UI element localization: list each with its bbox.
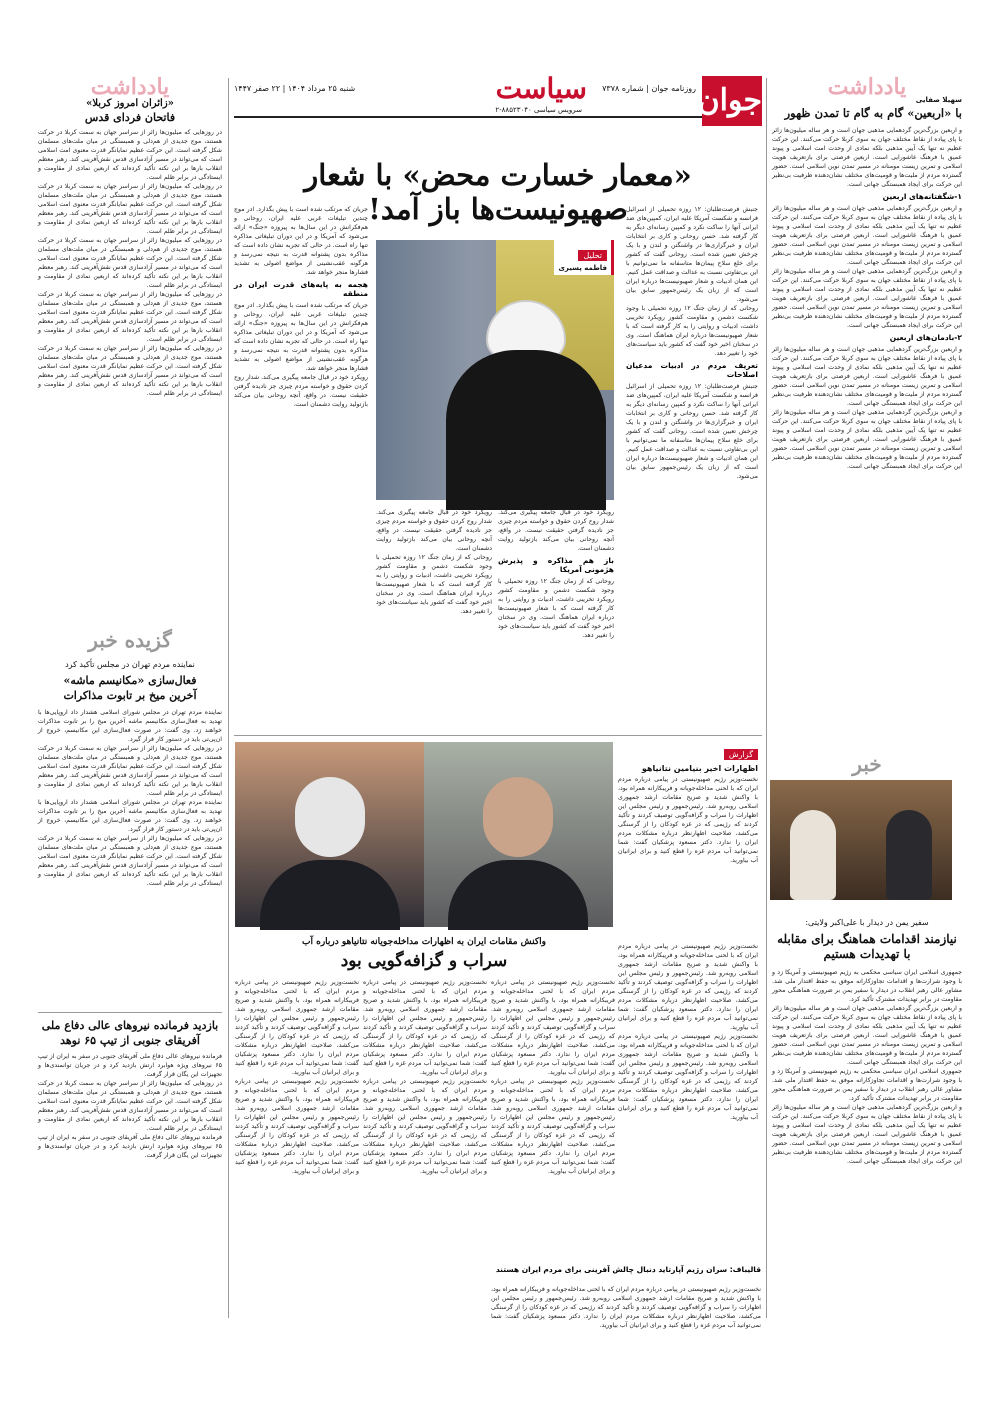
rouhani-photo	[376, 240, 614, 500]
main-article-col-mid-b: رویکرد خود در قبال جامعه پیگیری می‌کند. شدار روح کردن حقوق و خواسته مردم چیزی جز نادیده گرفتن حقیقت نیست. در واقع، آنچه روحانی بیان می‌کند بازتولید روایت دشمنان است. باز هم مذاکره و پذیرش هژمونی آمریکا روحانی که از زمان جنگ ۱۲ روزه تحمیلی با وجود شکست دشمن و مقاومت کشور رویکرد تخریبی داشت، ادبیات و روایتی را به کار گرفته است که با شعار صهیونیست‌ها درباره ایران هماهنگ است. وی در سخنان اخیر خود گفت که کشور باید سیاست‌های خود را تغییر دهد.	[498, 509, 614, 639]
main-article-col-mid-a: رویکرد خود در قبال جامعه پیگیری می‌کند. شدار روح کردن حقوق و خواسته مردم چیزی جز نادیده گرفتن حقیقت نیست. در واقع، آنچه روحانی بیان می‌کند بازتولید روایت دشمنان است. روحانی که از زمان جنگ ۱۲ روزه تحمیلی با وجود شکست دشمن و مقاومت کشور رویکرد تخریبی داشت، ادبیات و روایتی را به کار گرفته است که با شعار صهیونیست‌ها درباره ایران هماهنگ است. وی در سخنان اخیر خود گفت که کشور باید سیاست‌های خود را تغییر دهد.	[376, 509, 492, 615]
main-article-col-left: جریان که مرتکب شده است با پیش بگذارد. ادر موج چندین تبلیغات غربی علیه ایران، روحانی و هم‌فکرانش در این سال‌ها به پیروزه «جنگ» ارائه می‌شود که آمریکا و در این دوران تبلیغاتی مذاکره تنها راه است. در حالی که تجربه نشان داده است که مذاکره بدون پشتوانه قدرت به نتیجه نمی‌رسد و هرگونه عقب‌نشینی از مواضع اصولی به تشدید فشارها منجر خواهد شد. هجمه به پایه‌های قدرت ایران در منطقه جریان که مرتکب شده است با پیش بگذارد. ادر موج چندین تبلیغات غربی علیه ایران، روحانی و هم‌فکرانش در این سال‌ها به پیروزه «جنگ» ارائه می‌شود که آمریکا و در این دوران تبلیغاتی مذاکره تنها راه است. در حالی که تجربه نشان داده است که مذاکره بدون پشتوانه قدرت به نتیجه نمی‌رسد و هرگونه عقب‌نشینی از مواضع اصولی به تشدید فشارها منجر خواهد شد. رویکرد خود در قبال جامعه پیگیری می‌کند. شدار روح کردن حقوق و خواسته مردم چیزی جز نادیده گرفتن حقیقت نیست. در واقع، آنچه روحانی بیان می‌کند بازتولید روایت دشمنان است.	[234, 206, 368, 408]
issue-date: شنبه ۲۵ مرداد ۱۴۰۴ | ۲۲ صفر ۱۴۴۷	[234, 84, 356, 93]
report-header	[618, 742, 758, 773]
right-column-rule	[766, 78, 767, 1318]
masthead	[234, 72, 762, 118]
khabar-body: جمهوری اسلامی ایران سیاسی محکمی به رژیم صهیونیستی و آمریکا زد و با وجود شرارت‌ها و اقدامات تجاوزکارانه موفق به حفظ اقتدار ملی شد. مشاور عالی رهبر انقلاب در دیدار با سفیر یمن بر ضرورت هماهنگی محور مقاومت در برابر تهدیدات مشترک تأکید کرد. و اربعین بزرگ‌ترین گردهمایی مذهبی جهان است و هر ساله میلیون‌ها زائر با پای پیاده از نقاط مختلف جهان به سوی کربلا حرکت می‌کنند. این حرکت عظیم نه تنها یک آیین مذهبی بلکه نمادی از وحدت امت اسلامی و پیوند عمیق با فرهنگ عاشورایی است. اربعین فرصتی برای بازتعریف هویت اسلامی و تمرین زیست مومنانه در مسیر تمدن نوین اسلامی است. حضور گسترده مردم از ملیت‌ها و قومیت‌های مختلف نشان‌دهنده ظرفیت بی‌نظیر این حرکت برای ایجاد همبستگی جهانی است. جمهوری اسلامی ایران سیاسی محکمی به رژیم صهیونیستی و آمریکا زد و با وجود شرارت‌ها و اقدامات تجاوزکارانه موفق به حفظ اقتدار ملی شد. مشاور عالی رهبر انقلاب در دیدار با سفیر یمن بر ضرورت هماهنگی محور مقاومت در برابر تهدیدات مشترک تأکید کرد. و اربعین بزرگ‌ترین گردهمایی مذهبی جهان است و هر ساله میلیون‌ها زائر با پای پیاده از نقاط مختلف جهان به سوی کربلا حرکت می‌کنند. این حرکت عظیم نه تنها یک آیین مذهبی بلکه نمادی از وحدت امت اسلامی و پیوند عمیق با فرهنگ عاشورایی است. اربعین فرصتی برای بازتعریف هویت اسلامی و تمرین زیست مومنانه در مسیر تمدن نوین اسلامی است. حضور گسترده مردم از ملیت‌ها و قومیت‌های مختلف نشان‌دهنده ظرفیت بی‌نظیر این حرکت برای ایجاد همبستگی جهانی است.	[772, 969, 962, 1165]
right-notes-banner: یادداشت	[827, 74, 907, 100]
report-tag: گزارش	[724, 749, 758, 760]
officials-photo	[235, 742, 613, 927]
article-divider	[234, 735, 762, 736]
khabar-kicker: سفیر یمن در دیدار با علی‌اکبر ولایتی:	[805, 918, 929, 927]
gozideh-2-title[interactable]: بازدید فرمانده نیروهای عالی دفاع ملی آفریقای جنوبی از تیپ ۶۵ نوهد	[41, 1019, 219, 1047]
page-headline[interactable]: «معمار خسارت محض» با شعار صهیونیست‌ها باز آمد!	[304, 158, 692, 226]
left-note-title[interactable]: فاتحان فردای قدس	[84, 111, 176, 124]
gozideh-banner: گزیده خبر	[88, 628, 172, 652]
report-col-1: نخست‌وزیر رژیم صهیونیستی در پیامی درباره مردم ایران که با لحنی مداخله‌جویانه و فریبکارانه همراه بود، با واکنش شدید و صریح مقامات ارشد جمهوری اسلامی روبه‌رو شد. رئیس‌جمهور و رئیس مجلس این اظهارات را سراب و گزافه‌گویی توصیف کردند و تأکید کردند که رژیمی که در غزه کودکان را از گرسنگی می‌کشد، صلاحیت اظهارنظر درباره مشکلات مردم ایران را ندارد. دکتر مسعود پزشکیان گفت: شما نمی‌توانید آب مردم غزه را قطع کنید و برای ایرانیان آب بیاورید. نخست‌وزیر رژیم صهیونیستی در پیامی درباره مردم ایران که با لحنی مداخله‌جویانه و فریبکارانه همراه بود، با واکنش شدید و صریح مقامات ارشد جمهوری اسلامی روبه‌رو شد. رئیس‌جمهور و رئیس مجلس این اظهارات را سراب و گزافه‌گویی توصیف کردند و تأکید کردند که رژیمی که در غزه کودکان را از گرسنگی می‌کشد، صلاحیت اظهارنظر درباره مشکلات مردم ایران را ندارد. دکتر مسعود پزشکیان گفت: شما نمی‌توانید آب مردم غزه را قطع کنید و برای ایرانیان آب بیاورید.	[235, 979, 359, 1175]
gozideh-divider	[38, 1012, 222, 1013]
right-note-body: و اربعین بزرگ‌ترین گردهمایی مذهبی جهان است و هر ساله میلیون‌ها زائر با پای پیاده از نقاط مختلف جهان به سوی کربلا حرکت می‌کنند. این حرکت عظیم نه تنها یک آیین مذهبی بلکه نمادی از وحدت امت اسلامی و پیوند عمیق با فرهنگ عاشورایی است. اربعین فرصتی برای بازتعریف هویت اسلامی و تمرین زیست مومنانه در مسیر تمدن نوین اسلامی است. حضور گسترده مردم از ملیت‌ها و قومیت‌های مختلف نشان‌دهنده ظرفیت بی‌نظیر این حرکت برای ایجاد همبستگی جهانی است. ۱-شگفتانه‌های اربعین و اربعین بزرگ‌ترین گردهمایی مذهبی جهان است و هر ساله میلیون‌ها زائر با پای پیاده از نقاط مختلف جهان به سوی کربلا حرکت می‌کنند. این حرکت عظیم نه تنها یک آیین مذهبی بلکه نمادی از وحدت امت اسلامی و پیوند عمیق با فرهنگ عاشورایی است. اربعین فرصتی برای بازتعریف هویت اسلامی و تمرین زیست مومنانه در مسیر تمدن نوین اسلامی است. حضور گسترده مردم از ملیت‌ها و قومیت‌های مختلف نشان‌دهنده ظرفیت بی‌نظیر این حرکت برای ایجاد همبستگی جهانی است. و اربعین بزرگ‌ترین گردهمایی مذهبی جهان است و هر ساله میلیون‌ها زائر با پای پیاده از نقاط مختلف جهان به سوی کربلا حرکت می‌کنند. این حرکت عظیم نه تنها یک آیین مذهبی بلکه نمادی از وحدت امت اسلامی و پیوند عمیق با فرهنگ عاشورایی است. اربعین فرصتی برای بازتعریف هویت اسلامی و تمرین زیست مومنانه در مسیر تمدن نوین اسلامی است. حضور گسترده مردم از ملیت‌ها و قومیت‌های مختلف نشان‌دهنده ظرفیت بی‌نظیر این حرکت برای ایجاد همبستگی جهانی است. ۲-بادمان‌های اربعین و اربعین بزرگ‌ترین گردهمایی مذهبی جهان است و هر ساله میلیون‌ها زائر با پای پیاده از نقاط مختلف جهان به سوی کربلا حرکت می‌کنند. این حرکت عظیم نه تنها یک آیین مذهبی بلکه نمادی از وحدت امت اسلامی و پیوند عمیق با فرهنگ عاشورایی است. اربعین فرصتی برای بازتعریف هویت اسلامی و تمرین زیست مومنانه در مسیر تمدن نوین اسلامی است. حضور گسترده مردم از ملیت‌ها و قومیت‌های مختلف نشان‌دهنده ظرفیت بی‌نظیر این حرکت برای ایجاد همبستگی جهانی است. و اربعین بزرگ‌ترین گردهمایی مذهبی جهان است و هر ساله میلیون‌ها زائر با پای پیاده از نقاط مختلف جهان به سوی کربلا حرکت می‌کنند. این حرکت عظیم نه تنها یک آیین مذهبی بلکه نمادی از وحدت امت اسلامی و پیوند عمیق با فرهنگ عاشورایی است. اربعین فرصتی برای بازتعریف هویت اسلامی و تمرین زیست مومنانه در مسیر تمدن نوین اسلامی است. حضور گسترده مردم از ملیت‌ها و قومیت‌های مختلف نشان‌دهنده ظرفیت بی‌نظیر این حرکت برای ایجاد همبستگی جهانی است.	[772, 127, 962, 470]
meeting-photo	[770, 780, 952, 900]
report-subhead: قالیباف: سران رژیم آپارتاید دنبال چالش آفرینی برای مردم ایران هستند	[495, 1265, 761, 1274]
main-article-col-right: جنبش فرصت‌طلبان: ۱۲ روزه تحمیلی از اسرائیل فرانسه و شکست آمریکا علیه ایران، کمپین‌های ضد ایرانی آنها را ساکت نکرد و کمپین رسانه‌ای دیگر به کار گرفته شد. حسن روحانی و کاری بر انتخابات ایران و خبرگزاری‌ها در واشنگتن و لندن و با یک چرخش تعیین شده است. روحانی گفت که کشور برای خلع سلاح پیمان‌ها متاسفانه ما نمی‌توانیم با این بی‌تفاوتی نسبت به عدالت و صداقت عمل کنیم. این همان ادبیات و شعار صهیونیست‌ها درباره ایران است که از زبان یک رئیس‌جمهور سابق بیان می‌شود. روحانی که از زمان جنگ ۱۲ روزه تحمیلی با وجود شکست دشمن و مقاومت کشور رویکرد تخریبی داشت، ادبیات و روایتی را به کار گرفته است که با شعار صهیونیست‌ها درباره ایران هماهنگ است. وی در سخنان اخیر خود گفت که کشور باید سیاست‌های خود را تغییر دهد. تعریف مردم در ادبیات مدعیان اصلاحات جنبش فرصت‌طلبان: ۱۲ روزه تحمیلی از اسرائیل فرانسه و شکست آمریکا علیه ایران، کمپین‌های ضد ایرانی آنها را ساکت نکرد و کمپین رسانه‌ای دیگر به کار گرفته شد. حسن روحانی و کاری بر انتخابات ایران و خبرگزاری‌ها در واشنگتن و لندن و با یک چرخش تعیین شده است. روحانی گفت که کشور برای خلع سلاح پیمان‌ها متاسفانه ما نمی‌توانیم با این بی‌تفاوتی نسبت به عدالت و صداقت عمل کنیم. این همان ادبیات و شعار صهیونیست‌ها درباره ایران است که از زبان یک رئیس‌جمهور سابق بیان می‌شود.	[626, 206, 758, 480]
report-title[interactable]: سراب و گزافه‌گویی بود	[340, 951, 508, 971]
analysis-tag-box	[554, 240, 614, 275]
report-col-3: نخست‌وزیر رژیم صهیونیستی در پیامی درباره مردم ایران که با لحنی مداخله‌جویانه و فریبکارانه همراه بود، با واکنش شدید و صریح مقامات ارشد جمهوری اسلامی روبه‌رو شد. رئیس‌جمهور و رئیس مجلس این اظهارات را سراب و گزافه‌گویی توصیف کردند و تأکید کردند که رژیمی که در غزه کودکان را از گرسنگی می‌کشد، صلاحیت اظهارنظر درباره مشکلات مردم ایران را ندارد. دکتر مسعود پزشکیان گفت: شما نمی‌توانید آب مردم غزه را قطع کنید و برای ایرانیان آب بیاورید. نخست‌وزیر رژیم صهیونیستی در پیامی درباره مردم ایران که با لحنی مداخله‌جویانه و فریبکارانه همراه بود، با واکنش شدید و صریح مقامات ارشد جمهوری اسلامی روبه‌رو شد. رئیس‌جمهور و رئیس مجلس این اظهارات را سراب و گزافه‌گویی توصیف کردند و تأکید کردند که رژیمی که در غزه کودکان را از گرسنگی می‌کشد، صلاحیت اظهارنظر درباره مشکلات مردم ایران را ندارد. دکتر مسعود پزشکیان گفت: شما نمی‌توانید آب مردم غزه را قطع کنید و برای ایرانیان آب بیاورید.	[491, 979, 615, 1175]
service-line: سرویس سیاسی ۸۸۵۲۳۰۴۰-۲	[495, 106, 582, 114]
report-col-2: نخست‌وزیر رژیم صهیونیستی در پیامی درباره مردم ایران که با لحنی مداخله‌جویانه و فریبکارانه همراه بود، با واکنش شدید و صریح مقامات ارشد جمهوری اسلامی روبه‌رو شد. رئیس‌جمهور و رئیس مجلس این اظهارات را سراب و گزافه‌گویی توصیف کردند و تأکید کردند که رژیمی که در غزه کودکان را از گرسنگی می‌کشد، صلاحیت اظهارنظر درباره مشکلات مردم ایران را ندارد. دکتر مسعود پزشکیان گفت: شما نمی‌توانید آب مردم غزه را قطع کنید و برای ایرانیان آب بیاورید. نخست‌وزیر رژیم صهیونیستی در پیامی درباره مردم ایران که با لحنی مداخله‌جویانه و فریبکارانه همراه بود، با واکنش شدید و صریح مقامات ارشد جمهوری اسلامی روبه‌رو شد. رئیس‌جمهور و رئیس مجلس این اظهارات را سراب و گزافه‌گویی توصیف کردند و تأکید کردند که رژیمی که در غزه کودکان را از گرسنگی می‌کشد، صلاحیت اظهارنظر درباره مشکلات مردم ایران را ندارد. دکتر مسعود پزشکیان گفت: شما نمی‌توانید آب مردم غزه را قطع کنید و برای ایرانیان آب بیاورید.	[363, 979, 487, 1175]
left-column-rule	[228, 78, 229, 1318]
report-tail: نخست‌وزیر رژیم صهیونیستی در پیامی درباره مردم ایران که با لحنی مداخله‌جویانه و فریبکارانه همراه بود، با واکنش شدید و صریح مقامات ارشد جمهوری اسلامی روبه‌رو شد. رئیس‌جمهور و رئیس مجلس این اظهارات را سراب و گزافه‌گویی توصیف کردند و تأکید کردند که رژیمی که در غزه کودکان را از گرسنگی می‌کشد، صلاحیت اظهارنظر درباره مشکلات مردم ایران را ندارد. دکتر مسعود پزشکیان گفت: شما نمی‌توانید آب مردم غزه را قطع کنید و برای ایرانیان آب بیاورید.	[491, 1286, 761, 1329]
gozideh-1-kicker: نماینده مردم تهران در مجلس تأکید کرد	[65, 660, 195, 669]
report-kicker: اظهارات اخیر بنیامین نتانیاهو	[641, 764, 758, 773]
subhead-negotiation: باز هم مذاکره و پذیرش هژمونی آمریکا	[498, 556, 614, 574]
khabar-title[interactable]: نیازمند اقدامات هماهنگ برای مقابله با تهدیدات هستیم	[777, 932, 957, 961]
author-name: فاطمه‌ پسیری	[558, 264, 607, 272]
report-title-kicker: واکنش مقامات ایران به اظهارات مداخله‌جویانه نتانیاهو درباره آب	[302, 937, 546, 947]
right-note-author: سهیلا صفایی	[915, 96, 962, 104]
gozideh-1-title-b[interactable]: آخرین میخ بر تابوت مذاکرات	[63, 689, 197, 702]
khabar-banner: خبر	[852, 752, 882, 776]
section-title: سیاست	[495, 72, 587, 105]
subhead-people: تعریف مردم در ادبیات مدعیان اصلاحات	[626, 361, 758, 379]
subhead-region: هجمه به پایه‌های قدرت ایران در منطقه	[234, 280, 368, 298]
right-note-title[interactable]: با «اربعین» گام به گام تا تمدن ظهور	[784, 106, 962, 120]
report-intro: نخست‌وزیر رژیم صهیونیستی در پیامی درباره مردم ایران که با لحنی مداخله‌جویانه و فریبکارانه همراه بود، با واکنش شدید و صریح مقامات ارشد جمهوری اسلامی روبه‌رو شد. رئیس‌جمهور و رئیس مجلس این اظهارات را سراب و گزافه‌گویی توصیف کردند و تأکید کردند که رژیمی که در غزه کودکان را از گرسنگی می‌کشد، صلاحیت اظهارنظر درباره مشکلات مردم ایران را ندارد. دکتر مسعود پزشکیان گفت: شما نمی‌توانید آب مردم غزه را قطع کنید و برای ایرانیان آب بیاورید.	[618, 776, 758, 864]
left-notes-banner: یادداشت	[90, 74, 170, 100]
gozideh-1-body: نماینده مردم تهران در مجلس شورای اسلامی هشدار داد اروپایی‌ها با تهدید به فعال‌سازی مکانیسم ماشه آخرین میخ را بر تابوت مذاکرات خواهند زد. وی گفت: در صورت فعال‌سازی این مکانیسم، خروج از ان‌پی‌تی باید در دستور کار قرار گیرد. در روزهایی که میلیون‌ها زائر از سراسر جهان به سمت کربلا در حرکت هستند، موج جدیدی از هم‌دلی و همبستگی در میان ملت‌های مسلمان شکل گرفته است. این حرکت عظیم نمایانگر قدرت معنوی امت اسلامی است که می‌تواند در مسیر آزادسازی قدس نقش‌آفرینی کند. رهبر معظم انقلاب بارها بر این نکته تأکید کرده‌اند که اربعین نمادی از مقاومت و ایستادگی در برابر ظلم است. نماینده مردم تهران در مجلس شورای اسلامی هشدار داد اروپایی‌ها با تهدید به فعال‌سازی مکانیسم ماشه آخرین میخ را بر تابوت مذاکرات خواهند زد. وی گفت: در صورت فعال‌سازی این مکانیسم، خروج از ان‌پی‌تی باید در دستور کار قرار گیرد. در روزهایی که میلیون‌ها زائر از سراسر جهان به سمت کربلا در حرکت هستند، موج جدیدی از هم‌دلی و همبستگی در میان ملت‌های مسلمان شکل گرفته است. این حرکت عظیم نمایانگر قدرت معنوی امت اسلامی است که می‌تواند در مسیر آزادسازی قدس نقش‌آفرینی کند. رهبر معظم انقلاب بارها بر این نکته تأکید کرده‌اند که اربعین نمادی از مقاومت و ایستادگی در برابر ظلم است.	[38, 709, 222, 887]
left-note-kicker: «زائران امروز کربلا»	[86, 98, 174, 109]
left-note-body: در روزهایی که میلیون‌ها زائر از سراسر جهان به سمت کربلا در حرکت هستند، موج جدیدی از هم‌دلی و همبستگی در میان ملت‌های مسلمان شکل گرفته است. این حرکت عظیم نمایانگر قدرت معنوی امت اسلامی است که می‌تواند در مسیر آزادسازی قدس نقش‌آفرینی کند. رهبر معظم انقلاب بارها بر این نکته تأکید کرده‌اند که اربعین نمادی از مقاومت و ایستادگی در برابر ظلم است. در روزهایی که میلیون‌ها زائر از سراسر جهان به سمت کربلا در حرکت هستند، موج جدیدی از هم‌دلی و همبستگی در میان ملت‌های مسلمان شکل گرفته است. این حرکت عظیم نمایانگر قدرت معنوی امت اسلامی است که می‌تواند در مسیر آزادسازی قدس نقش‌آفرینی کند. رهبر معظم انقلاب بارها بر این نکته تأکید کرده‌اند که اربعین نمادی از مقاومت و ایستادگی در برابر ظلم است. در روزهایی که میلیون‌ها زائر از سراسر جهان به سمت کربلا در حرکت هستند، موج جدیدی از هم‌دلی و همبستگی در میان ملت‌های مسلمان شکل گرفته است. این حرکت عظیم نمایانگر قدرت معنوی امت اسلامی است که می‌تواند در مسیر آزادسازی قدس نقش‌آفرینی کند. رهبر معظم انقلاب بارها بر این نکته تأکید کرده‌اند که اربعین نمادی از مقاومت و ایستادگی در برابر ظلم است. در روزهایی که میلیون‌ها زائر از سراسر جهان به سمت کربلا در حرکت هستند، موج جدیدی از هم‌دلی و همبستگی در میان ملت‌های مسلمان شکل گرفته است. این حرکت عظیم نمایانگر قدرت معنوی امت اسلامی است که می‌تواند در مسیر آزادسازی قدس نقش‌آفرینی کند. رهبر معظم انقلاب بارها بر این نکته تأکید کرده‌اند که اربعین نمادی از مقاومت و ایستادگی در برابر ظلم است. در روزهایی که میلیون‌ها زائر از سراسر جهان به سمت کربلا در حرکت هستند، موج جدیدی از هم‌دلی و همبستگی در میان ملت‌های مسلمان شکل گرفته است. این حرکت عظیم نمایانگر قدرت معنوی امت اسلامی است که می‌تواند در مسیر آزادسازی قدس نقش‌آفرینی کند. رهبر معظم انقلاب بارها بر این نکته تأکید کرده‌اند که اربعین نمادی از مقاومت و ایستادگی در برابر ظلم است.	[38, 129, 222, 397]
newspaper-logo[interactable]: جوان	[702, 76, 762, 126]
gozideh-2-body: فرمانده نیروهای عالی دفاع ملی آفریقای جنوبی در سفر به ایران از تیپ ۶۵ نیروهای ویژه هوابرد ارتش بازدید کرد و در جریان توانمندی‌ها و تجهیزات این یگان قرار گرفت. در روزهایی که میلیون‌ها زائر از سراسر جهان به سمت کربلا در حرکت هستند، موج جدیدی از هم‌دلی و همبستگی در میان ملت‌های مسلمان شکل گرفته است. این حرکت عظیم نمایانگر قدرت معنوی امت اسلامی است که می‌تواند در مسیر آزادسازی قدس نقش‌آفرینی کند. رهبر معظم انقلاب بارها بر این نکته تأکید کرده‌اند که اربعین نمادی از مقاومت و ایستادگی در برابر ظلم است. فرمانده نیروهای عالی دفاع ملی آفریقای جنوبی در سفر به ایران از تیپ ۶۵ نیروهای ویژه هوابرد ارتش بازدید کرد و در جریان توانمندی‌ها و تجهیزات این یگان قرار گرفت.	[38, 1053, 222, 1159]
gozideh-1-title-a[interactable]: فعال‌سازی «مکانیسم ماشه»	[63, 674, 197, 687]
report-col-4: نخست‌وزیر رژیم صهیونیستی در پیامی درباره مردم ایران که با لحنی مداخله‌جویانه و فریبکارانه همراه بود، با واکنش شدید و صریح مقامات ارشد جمهوری اسلامی روبه‌رو شد. رئیس‌جمهور و رئیس مجلس این اظهارات را سراب و گزافه‌گویی توصیف کردند و تأکید کردند که رژیمی که در غزه کودکان را از گرسنگی می‌کشد، صلاحیت اظهارنظر درباره مشکلات مردم ایران را ندارد. دکتر مسعود پزشکیان گفت: شما نمی‌توانید آب مردم غزه را قطع کنید و برای ایرانیان آب بیاورید. نخست‌وزیر رژیم صهیونیستی در پیامی درباره مردم ایران که با لحنی مداخله‌جویانه و فریبکارانه همراه بود، با واکنش شدید و صریح مقامات ارشد جمهوری اسلامی روبه‌رو شد. رئیس‌جمهور و رئیس مجلس این اظهارات را سراب و گزافه‌گویی توصیف کردند و تأکید کردند که رژیمی که در غزه کودکان را از گرسنگی می‌کشد، صلاحیت اظهارنظر درباره مشکلات مردم ایران را ندارد. دکتر مسعود پزشکیان گفت: شما نمی‌توانید آب مردم غزه را قطع کنید و برای ایرانیان آب بیاورید.	[618, 943, 758, 1121]
analysis-tag: تحلیل	[578, 250, 607, 261]
issue-info: روزنامه جوان | شماره ۷۳۷۸	[602, 84, 696, 93]
